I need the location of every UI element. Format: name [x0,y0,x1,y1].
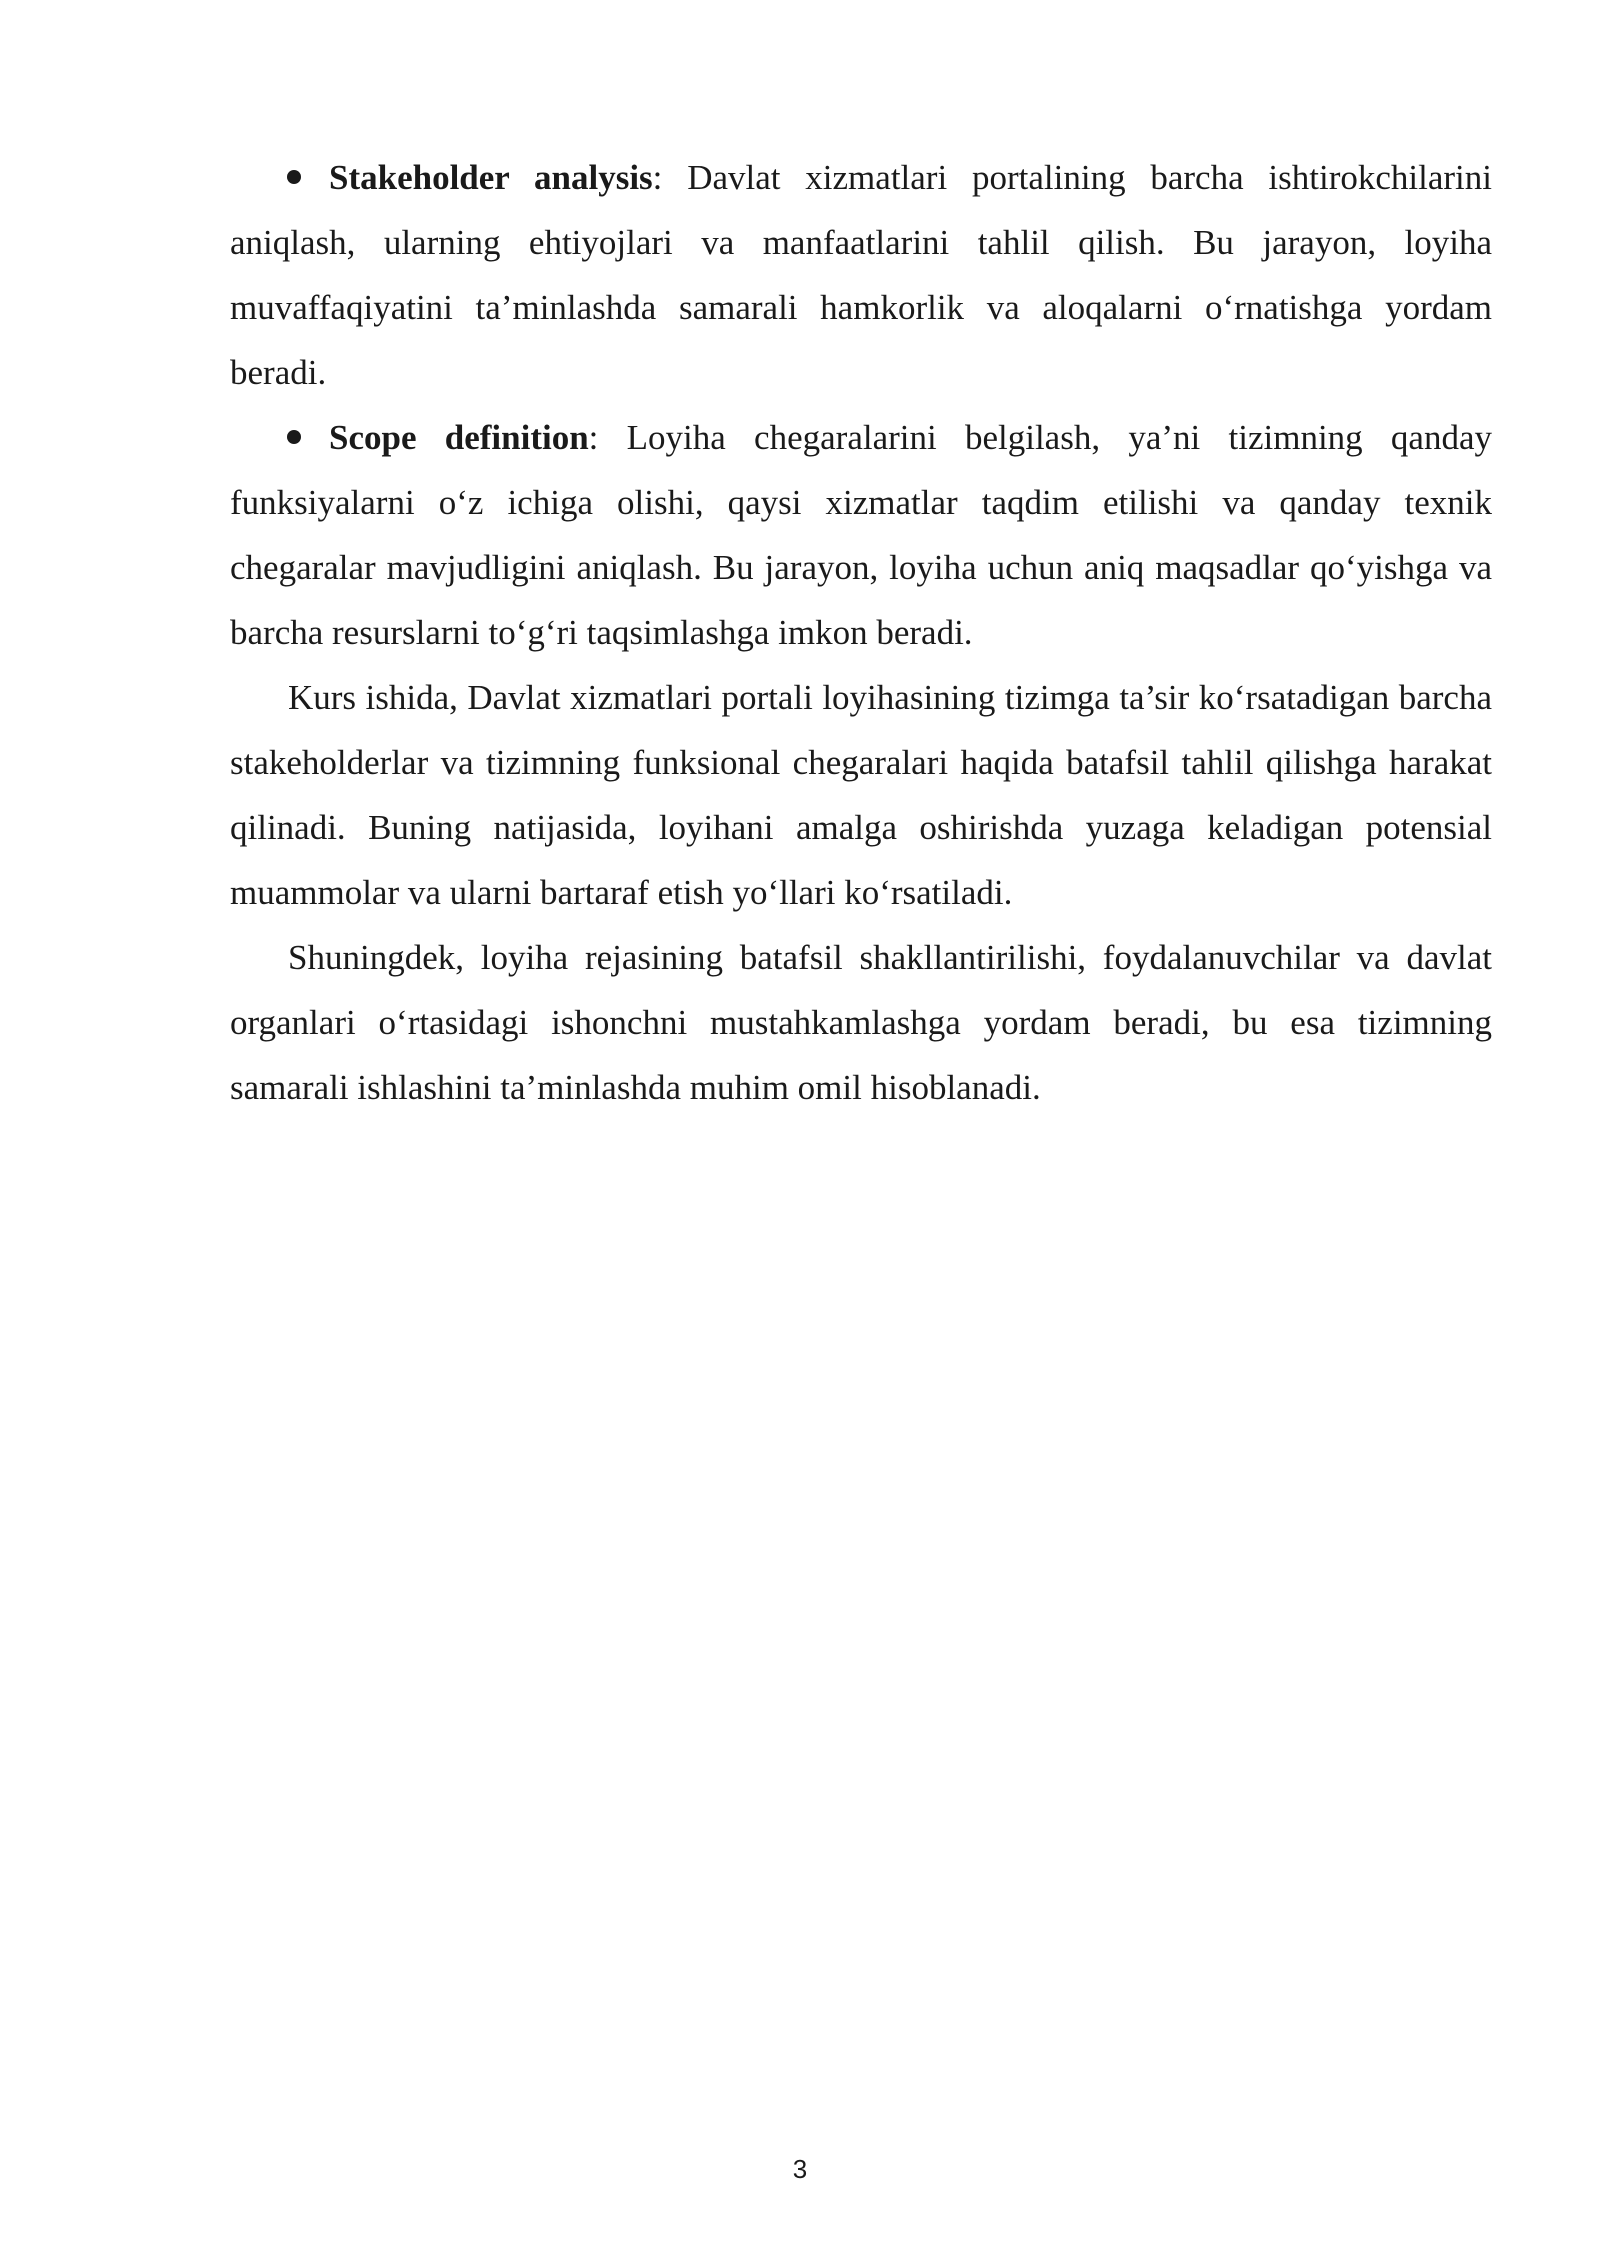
bullet-text: Loyiha chegaralarini belgilash, ya’ni tizimning qanday funksiyalarni o‘z ichiga olishi, qaysi xizmatlar taqdim etilishi va qanday texnik chegaralar mavjudligini aniqlash. Bu jarayon, loyiha uchun aniq maqsadlar qo‘yishga va barcha resurslarni to‘g‘ri taqsimlashga imkon beradi. [230,418,1492,652]
bullet-item-stakeholder-analysis [230,145,1492,405]
bullet-icon [287,430,301,444]
document-body [230,145,1492,1120]
bullet-icon [287,170,301,184]
bullet-separator: : [588,418,599,457]
bullet-text: Davlat xizmatlari portalining barcha ishtirokchilarini aniqlash, ularning ehtiyojlari va manfaatlarini tahlil qilish. Bu jarayon, loyiha muvaffaqiyatini ta’minlashda samarali hamkorlik va aloqalarni o‘rnatishga yordam beradi. [230,158,1492,392]
paragraph-kurs-ishida: Kurs ishida, Davlat xizmatlari portali loyihasining tizimga ta’sir ko‘rsatadigan barcha stakeholderlar va tizimning funksional chegaralari haqida batafsil tahlil qilishga harakat qilinadi. Buning natijasida, loyihani amalga oshirishda yuzaga keladigan potensial muammolar va ularni bartaraf etish yo‘llari ko‘rsatiladi. [230,678,1492,912]
bullet-item-scope-definition [230,405,1492,665]
page-number: 3 [792,2154,808,2184]
bullet-separator: : [652,158,663,197]
bullet-term: Stakeholder analysis [329,158,653,197]
bullet-term: Scope definition [329,418,589,457]
paragraph-shuningdek: Shuningdek, loyiha rejasining batafsil shakllantirilishi, foydalanuvchilar va davlat organlari o‘rtasidagi ishonchni mustahkamlashga yordam beradi, bu esa tizimning samarali ishlashini ta’minlashda muhim omil hisoblanadi. [230,938,1492,1107]
